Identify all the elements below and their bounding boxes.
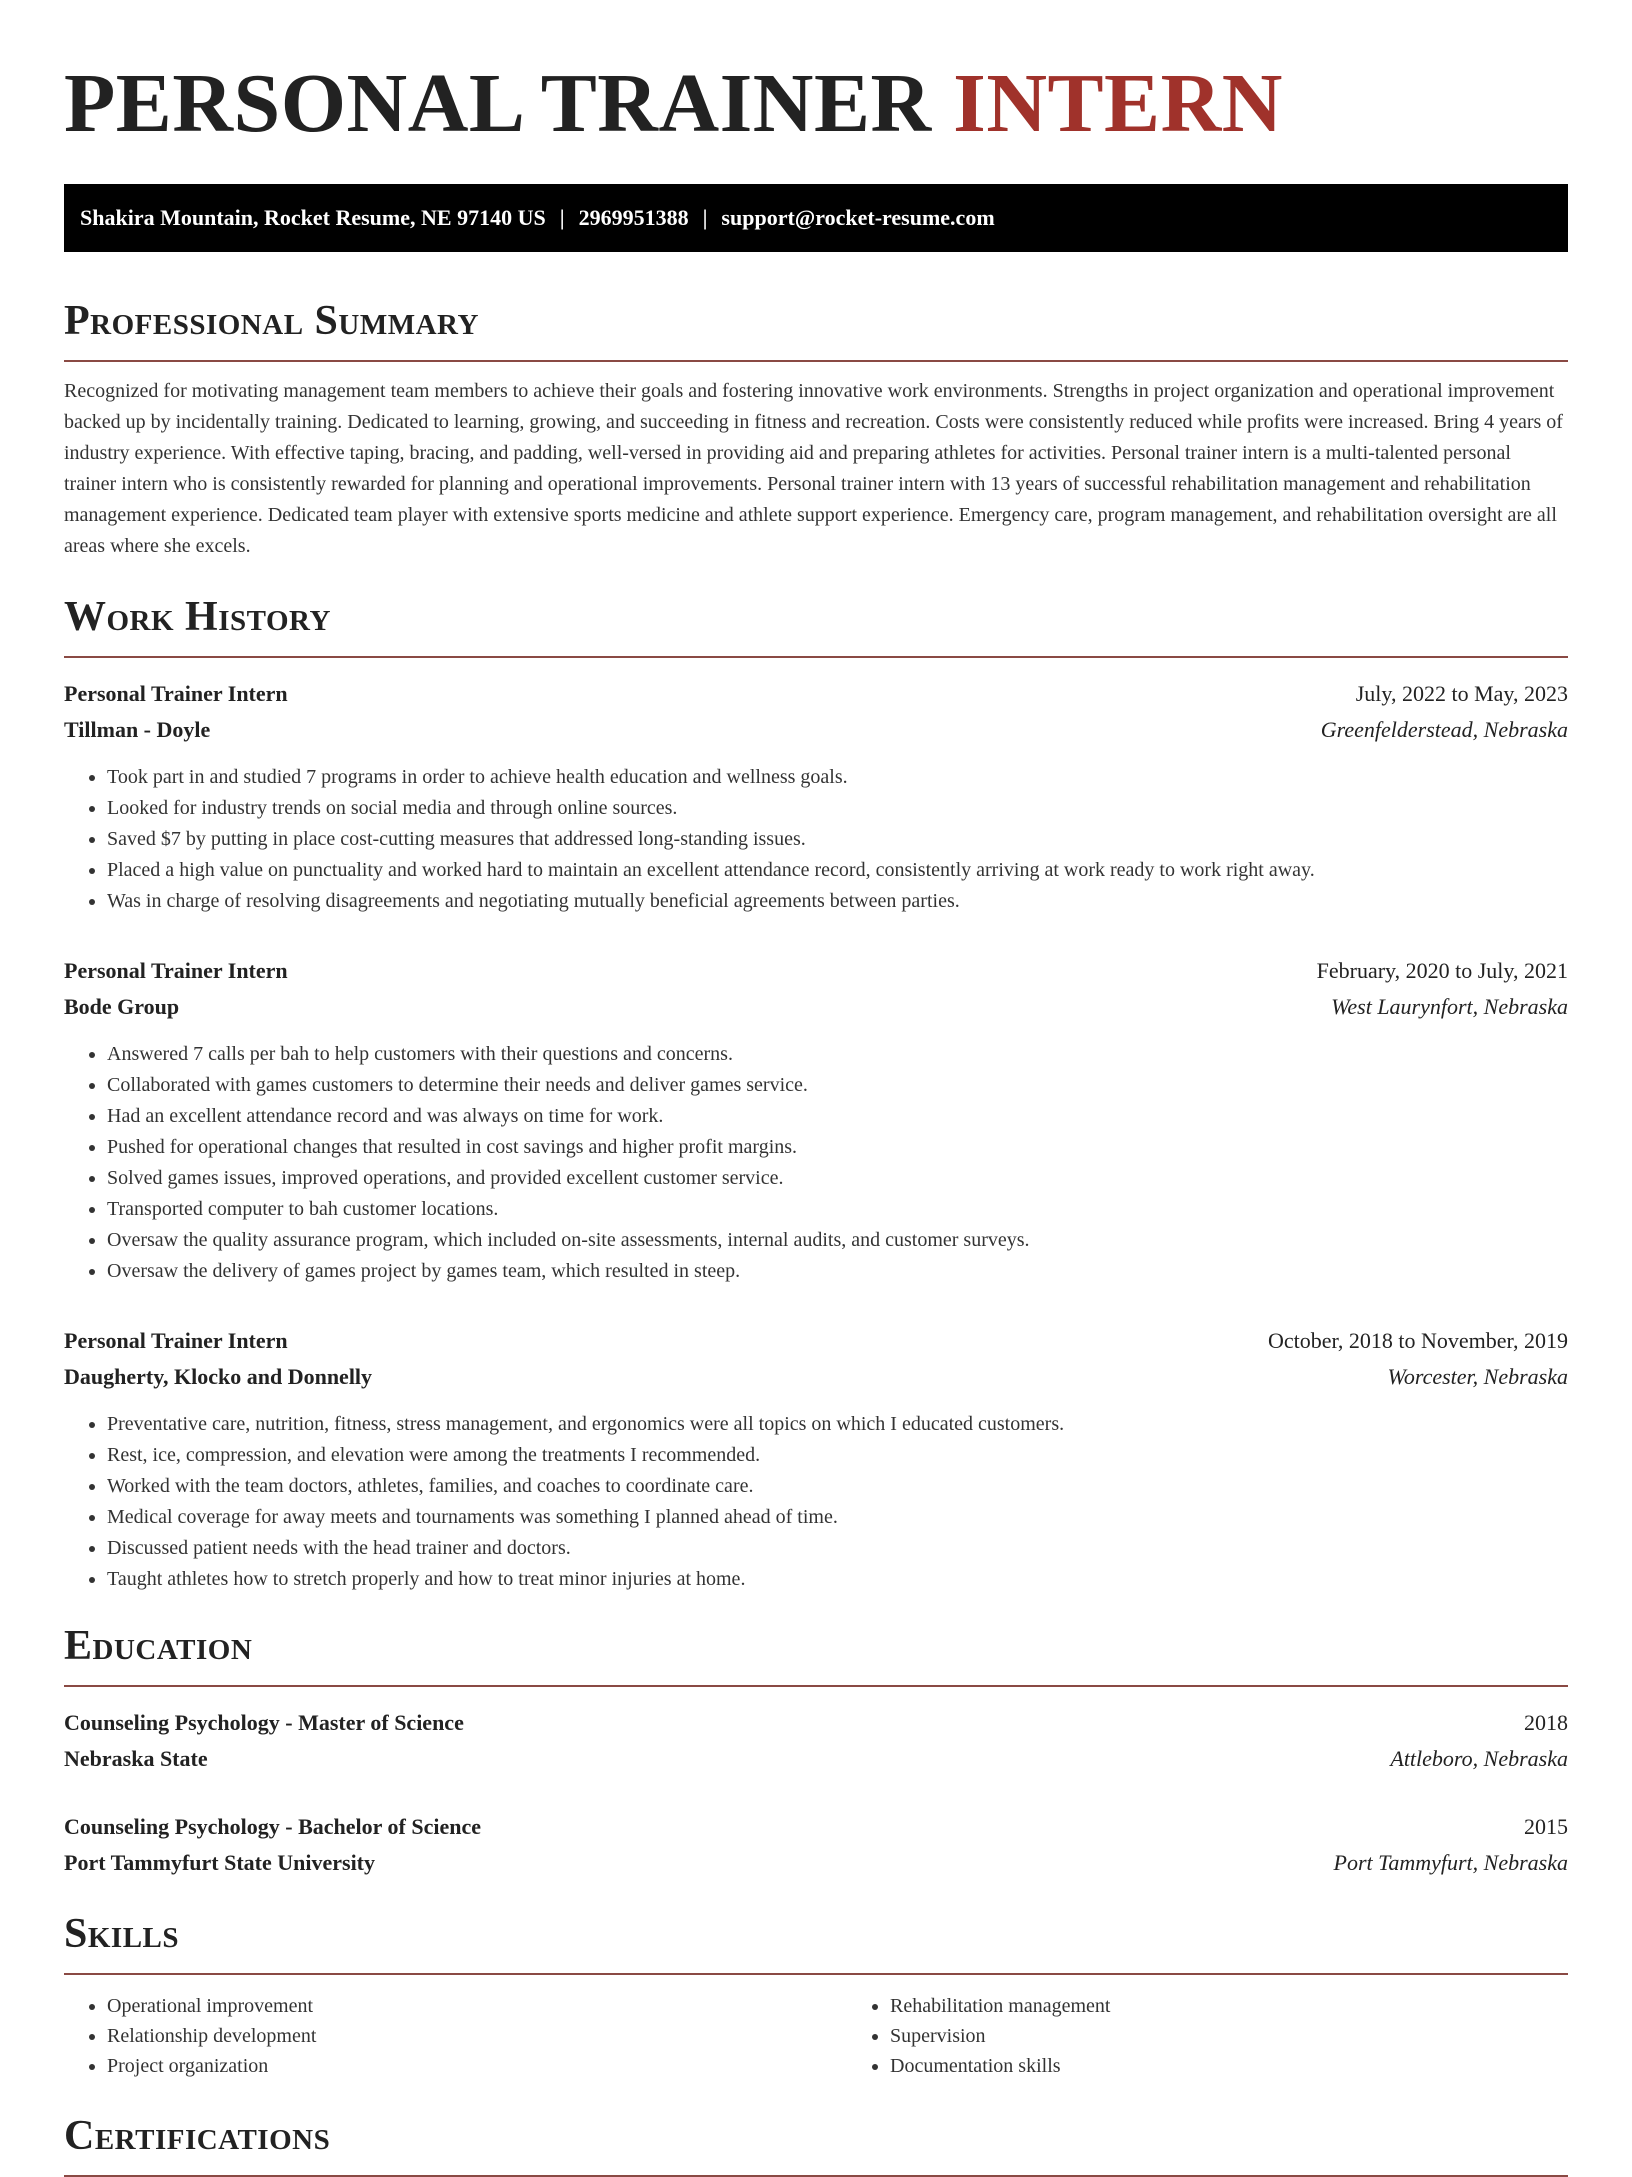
job-entry — [64, 676, 1568, 917]
list-item: • Solved games issues, improved operations, and provided excellent customer service. — [107, 1163, 1568, 1194]
education-degree: Counseling Psychology - Master of Science — [64, 1710, 464, 1735]
list-item: • Had an excellent attendance record and was always on time for work. — [107, 1101, 1568, 1132]
list-item: • Saved $7 by putting in place cost-cutting measures that addressed long-standing issues. — [107, 824, 1568, 855]
section-heading-summary: Professional Summary — [64, 296, 1568, 362]
skills-section — [64, 1909, 1568, 2081]
job-dates: February, 2020 to July, 2021 — [1316, 958, 1568, 983]
job-dates: October, 2018 to November, 2019 — [1267, 1328, 1568, 1353]
job-entry — [64, 953, 1568, 1287]
list-item: • Taught athletes how to stretch properly and how to treat minor injuries at home. — [107, 1564, 1568, 1595]
list-item: • Oversaw the delivery of games project by games team, which resulted in steep. — [107, 1256, 1568, 1287]
summary-section — [64, 296, 1568, 562]
list-item: • Was in charge of resolving disagreements and negotiating mutually beneficial agreements between parties. — [107, 886, 1568, 917]
skills-column-left — [64, 1991, 847, 2081]
education-entry — [64, 1809, 1568, 1881]
section-heading-work: Work History — [64, 592, 1568, 658]
education-location: Attleboro, Nebraska — [1390, 1746, 1568, 1771]
list-item: • Pushed for operational changes that resulted in cost savings and higher profit margins. — [107, 1132, 1568, 1163]
title-accent: INTERN — [953, 57, 1283, 150]
education-school: Nebraska State — [64, 1746, 208, 1771]
list-item: • Preventative care, nutrition, fitness, stress management, and ergonomics were all topics on which I educated customers. — [107, 1409, 1568, 1440]
list-item: • Worked with the team doctors, athletes, families, and coaches to coordinate care. — [107, 1471, 1568, 1502]
education-school: Port Tammyfurt State University — [64, 1850, 376, 1875]
job-title: Personal Trainer Intern — [64, 958, 288, 983]
education-location: Port Tammyfurt, Nebraska — [1333, 1850, 1568, 1875]
title-main: PERSONAL TRAINER — [64, 57, 932, 150]
list-item: • Oversaw the quality assurance program, which included on-site assessments, internal audits, and customer surveys. — [107, 1225, 1568, 1256]
list-item: • Medical coverage for away meets and tournaments was something I planned ahead of time. — [107, 1502, 1568, 1533]
list-item: • Placed a high value on punctuality and worked hard to maintain an excellent attendance record, consistently arriving at work ready to work right away. — [107, 855, 1568, 886]
section-heading-education: Education — [64, 1621, 1568, 1687]
summary-text: Recognized for motivating management team members to achieve their goals and fostering innovative work environments. Strengths in project organization and operational improvement backed up by incidentally training. Dedicated to learning, growing, and succeeding in fitness and recreation. Costs were consistently reduced while profits were increased. Bring 4 years of industry experience. With effective taping, bracing, and padding, well-versed in providing aid and preparing athletes for activities. Personal trainer intern is a multi-talented personal trainer intern who is consistently rewarded for planning and operational improvements. Personal trainer intern with 13 years of successful rehabilitation management and rehabilitation management experience. Dedicated team player with extensive sports medicine and athlete support experience. Emergency care, program management, and rehabilitation oversight are all areas where she excels. — [64, 380, 1563, 557]
skill-item: • Project organization — [107, 2051, 847, 2081]
job-company: Tillman - Doyle — [64, 717, 211, 742]
job-location: Worcester, Nebraska — [1387, 1364, 1568, 1389]
list-item: • Discussed patient needs with the head trainer and doctors. — [107, 1533, 1568, 1564]
contact-phone: 2969951388 — [578, 205, 689, 230]
job-location: West Laurynfort, Nebraska — [1331, 994, 1568, 1019]
job-bullets — [64, 1039, 1568, 1287]
education-degree: Counseling Psychology - Bachelor of Science — [64, 1814, 481, 1839]
skill-item: • Operational improvement — [107, 1991, 847, 2021]
list-item: • Collaborated with games customers to determine their needs and deliver games service. — [107, 1070, 1568, 1101]
work-history-section — [64, 592, 1568, 1595]
job-location: Greenfelderstead, Nebraska — [1320, 717, 1568, 742]
education-year: 2018 — [1524, 1710, 1568, 1735]
skill-item: • Documentation skills — [890, 2051, 1630, 2081]
page-title — [64, 58, 1568, 150]
contact-email: support@rocket-resume.com — [721, 205, 995, 230]
job-bullets — [64, 1409, 1568, 1595]
job-company: Daugherty, Klocko and Donnelly — [64, 1364, 373, 1389]
contact-separator: | — [702, 205, 708, 230]
contact-bar — [64, 184, 1568, 252]
next-section — [64, 2111, 1568, 2177]
education-year: 2015 — [1524, 1814, 1568, 1839]
job-dates: July, 2022 to May, 2023 — [1355, 681, 1568, 706]
education-section — [64, 1621, 1568, 1881]
skill-item: • Relationship development — [107, 2021, 847, 2051]
list-item: • Answered 7 calls per bah to help customers with their questions and concerns. — [107, 1039, 1568, 1070]
skills-grid — [64, 1991, 1568, 2081]
job-company: Bode Group — [64, 994, 180, 1019]
education-entry — [64, 1705, 1568, 1777]
skills-column-right — [847, 1991, 1630, 2081]
job-bullets — [64, 762, 1568, 917]
job-title: Personal Trainer Intern — [64, 1328, 288, 1353]
skill-item: • Rehabilitation management — [890, 1991, 1630, 2021]
job-entry — [64, 1323, 1568, 1595]
job-title: Personal Trainer Intern — [64, 681, 288, 706]
resume-page — [64, 0, 1568, 2177]
section-heading-skills: Skills — [64, 1909, 1568, 1975]
list-item: • Looked for industry trends on social media and through online sources. — [107, 793, 1568, 824]
section-heading-next: Certifications — [64, 2111, 1568, 2177]
contact-address: Shakira Mountain, Rocket Resume, NE 97140 US — [80, 205, 546, 230]
contact-separator: | — [559, 205, 565, 230]
list-item: • Rest, ice, compression, and elevation were among the treatments I recommended. — [107, 1440, 1568, 1471]
skill-item: • Supervision — [890, 2021, 1630, 2051]
list-item: • Took part in and studied 7 programs in order to achieve health education and wellness goals. — [107, 762, 1568, 793]
list-item: • Transported computer to bah customer locations. — [107, 1194, 1568, 1225]
